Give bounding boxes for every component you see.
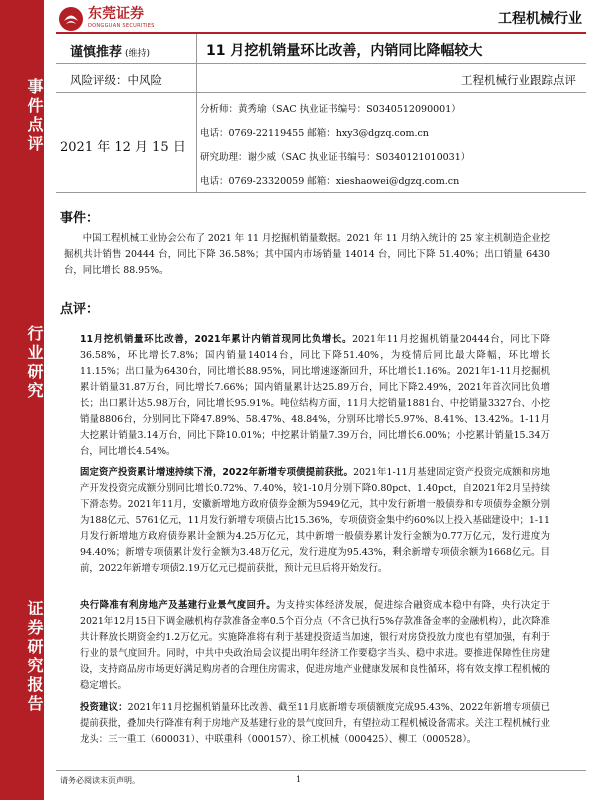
info-rule [56,63,586,64]
paragraph-lead: 央行降准有利房地产及基建行业景气度回升。 [80,600,276,611]
analyst-contact: 电话：0769-22119455 邮箱：hxy3@dgzq.com.cn [200,128,429,139]
review-paragraph [80,332,550,460]
info-rule [56,192,586,193]
paragraph-lead: 11月挖机销量环比改善，2021年累计内销首现同比负增长。 [80,334,353,345]
report-subtitle: 工程机械行业跟踪点评 [461,73,576,87]
risk-rating: 风险评级：中风险 [70,73,162,87]
review-paragraph [80,700,550,748]
review-title: 点评： [60,302,100,317]
rating-note: (维持) [125,49,151,59]
sidebar-label-event-review: 事件点评 [25,78,44,154]
rating [70,41,150,60]
report-headline: 11 月挖机销量环比改善，内销同比降幅较大 [206,43,483,59]
logo-subtext: DONGGUAN SECURITIES [88,23,155,29]
footer-rule [56,770,586,771]
review-paragraph [80,598,550,694]
industry-header: 工程机械行业 [498,11,582,27]
header-rule [56,32,586,34]
rating-value: 谨慎推荐 [70,45,123,60]
paragraph-text: 2021年1-11月基建固定资产投资完成额和房地产开发投资完成额分别同比增长0.72%、7.40%，较1-10月分别下降0.80pct、1.40pct，自2021年2月呈持续下滑态势。2021年11月，安徽新增地方政府债券金额为5949亿元，其中发行新增一般债券和专项债券金额分别为188亿元、5761亿元，11月发行新增专项债占比15.36%，专项债资金集中约60%以上投入基础建设中；1-11月发行新增地方政府债券累计金额为4.25万亿元，其中新增一般债券累计发行金额为0.77万亿元，发行进度为94.40%；新增专项债累计发行金额为3.48万亿元，发行进度为95.43%，剩余新增专项债余额为1668亿元。目前，2022年新增专项债2.19万亿元已提前获批，预计元旦后将开始发行。 [80,467,551,574]
footer-note: 请务必阅读末页声明。 [60,776,140,785]
sidebar-label-industry-research: 行业研究 [25,325,44,401]
event-title: 事件： [60,211,100,226]
paragraph-text: 2021年11月挖掘机销量20444台，同比下降36.58%，环比增长7.8%；国内销量14014台，同比下降51.40%，为疫情后同比最大降幅，环比增长11.15%；出口量为6430台，同比增长88.95%，同比增速逐渐回升，环比增长1.16%。2021年1-11月挖掘机累计销量31.87万台，同比增长7.66%；国内销量累计达25.89万台，同比下降2.49%，2021年首次同比负增长；出口累计达5.98万台，同比增长95.91%。吨位结构方面，11月大挖销量1881台、中挖销量3327台、小挖销量8806台，分别同比下降47.89%、58.47%、48.84%，分别环比增长5.97%、8.41%、13.42%。1-11月大挖累计销量3.14万台，同比下降10.01%；中挖累计销量7.39万台，同比增长6.00%；小挖累计销量15.34万台，同比增长4.54%。 [80,334,550,457]
page-number: 1 [296,775,302,784]
paragraph-lead: 投资建议： [80,702,128,713]
info-divider [196,34,197,192]
paragraph-lead: 固定资产投资累计增速持续下滑，2022年新增专项债提前获批。 [80,467,354,478]
sidebar [0,0,44,800]
analyst-info: 分析师：黄秀瑜（SAC 执业证书编号：S0340512090001） [200,104,461,115]
report-date: 2021 年 12 月 15 日 [60,140,186,155]
paragraph-text: 2021年11月挖掘机销量环比改善、截至11月底新增专项债额度完成95.43%、2022年新增专项债已提前获批，叠加央行降准有利于房地产及基建行业的景气度回升，有望拉动工程机械设备需求。关注工程机械行业龙头：三一重工（600031）、中联重科（000157）、徐工机械（000425）、柳工（000528）。 [80,702,550,745]
info-rule [56,92,586,93]
assistant-info: 研究助理：谢少威（SAC 执业证书编号：S0340121010031） [200,152,471,163]
paragraph-text: 为支持实体经济发展，促进综合融资成本稳中有降，央行决定于2021年12月15日下调金融机构存款准备金率0.5个百分点（不含已执行5%存款准备金率的金融机构），此次降准共计释放长期资金约1.2万亿元。实施降准将有利于基建投资适当加速，银行对房贷投放力度也有望加强，有利于行业的景气度回升。同时，中共中央政治局会议提出明年经济工作要稳字当头、稳中求进。要推进保障性住房建设，支持商品房市场更好满足购房者的合理住房需求，促进房地产业健康发展和良性循环，将有效支撑工程机械的稳定增长。 [80,600,550,691]
dongguan-securities-logo-icon [58,6,84,32]
assistant-contact: 电话：0769-23320059 邮箱：xieshaowei@dgzq.com.cn [200,176,460,187]
event-paragraph: 中国工程机械工业协会公布了 2021 年 11 月挖掘机销量数据。2021 年 11 月纳入统计的 25 家主机制造企业挖掘机共计销售 20444 台，同比下降 36.58%；其中国内市场销量 14014 台，同比下降 51.40%；出口销量 6430 台，同比增长 88.95%。 [64,233,550,276]
logo-name: 东莞证券 [88,6,144,22]
review-paragraph [80,465,550,577]
sidebar-label-securities-report: 证券研究报告 [25,600,44,714]
